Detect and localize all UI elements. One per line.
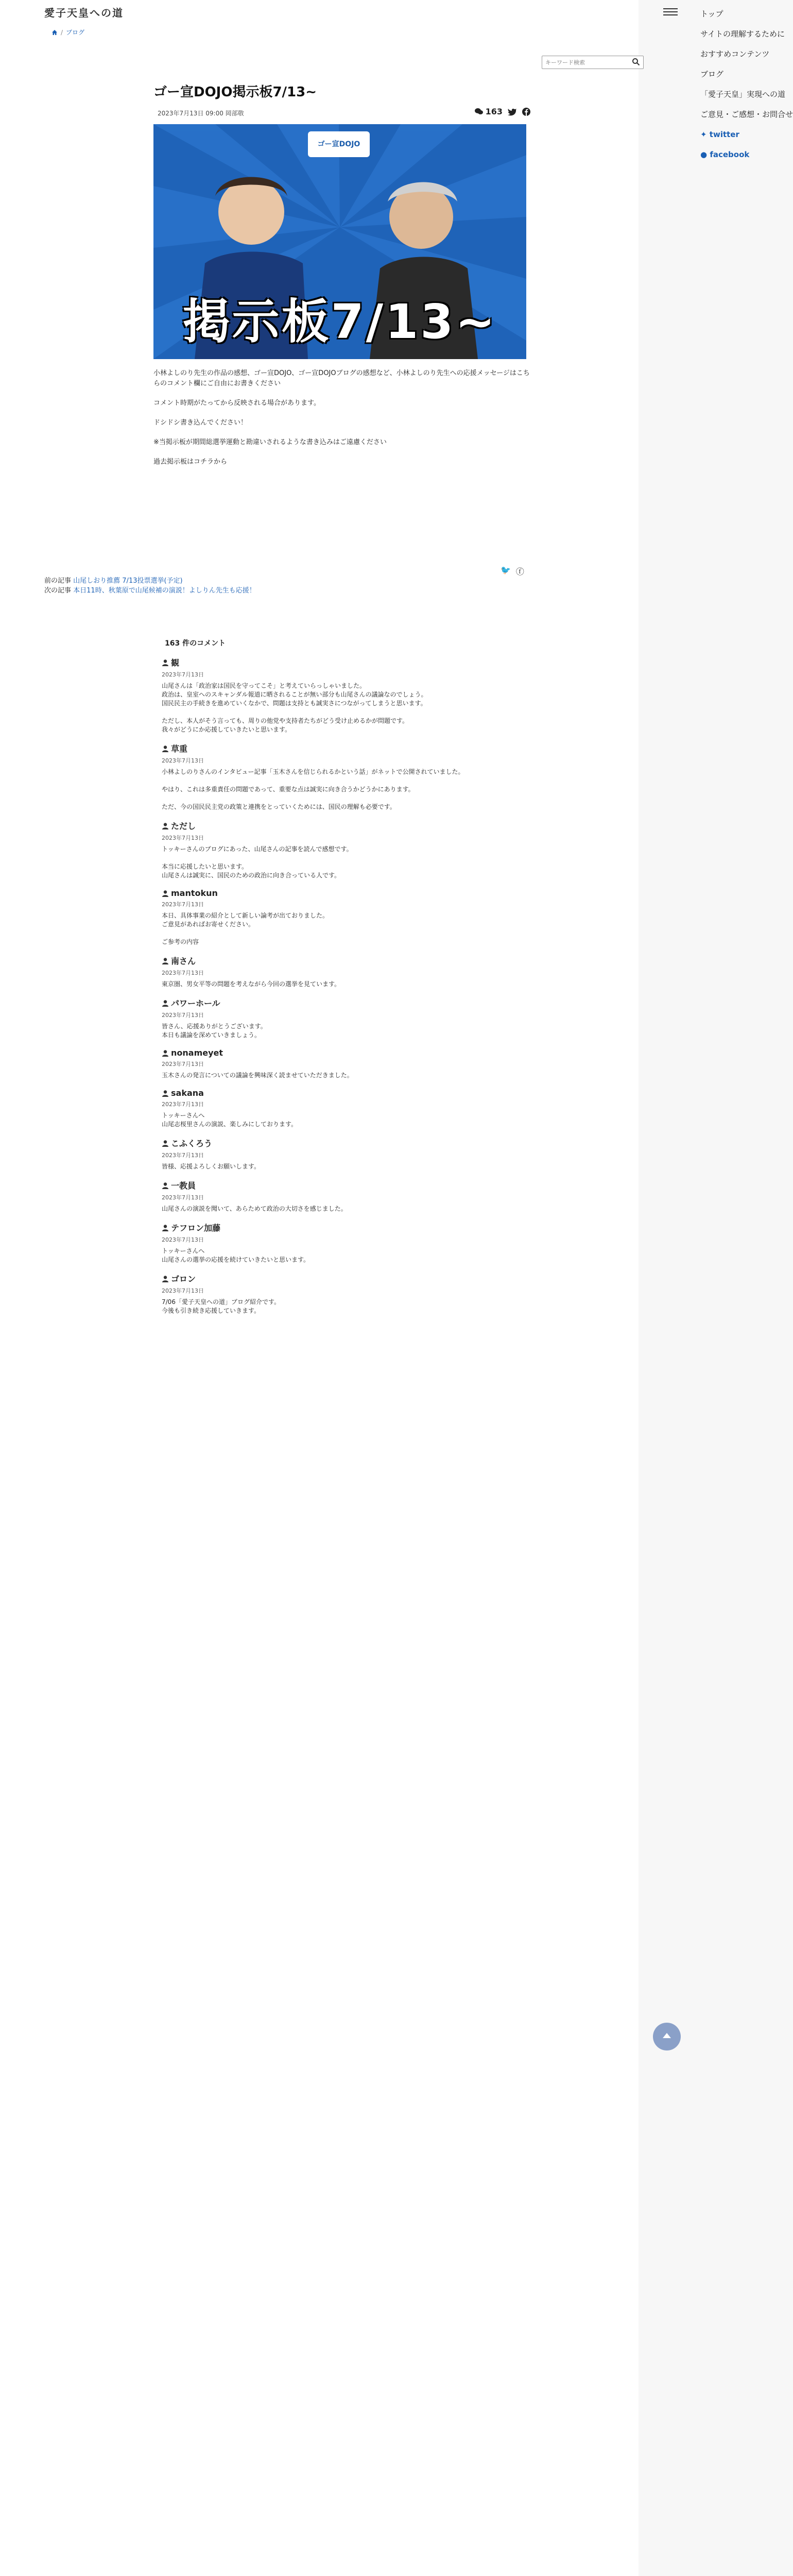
- nav-item-contact[interactable]: ご意見・ご感想・お問合せ: [700, 110, 793, 119]
- hero-logo-badge: ゴー宣DOJO: [308, 131, 370, 157]
- user-icon: [162, 1090, 169, 1097]
- comment-text: 皆さん、応援ありがとうございます。 本日も議論を深めていきましょう。: [162, 1023, 267, 1039]
- comment-item: [162, 1137, 528, 1171]
- nav-twitter-link[interactable]: ✦ twitter: [700, 130, 739, 139]
- comment-icon: [474, 108, 484, 116]
- comment-text: 山尾さんは「政治家は国民を守ってこそ」と考えていらっしゃいました。 政治は、皇室へのスキャンダル報道に晒されることが無い部分も山尾さんの議論なのでしょう。 国民民主の手続きを進めていくなかで、問題は支持とも誠実さにつながってしまうと思います。 ただし、本人がそう言っても、周りの他党や支持者たちがどう受け止めるかが問題です。 我々がどうにか応援していきたいと思います。: [162, 682, 427, 733]
- arrow-up-icon: [661, 2031, 673, 2042]
- nav-item-blog[interactable]: ブログ: [700, 70, 724, 79]
- body-paragraph: ドシドシ書き込んでください！: [153, 419, 248, 427]
- user-icon: [162, 1140, 169, 1147]
- post-author: 岡部敬: [225, 110, 244, 117]
- user-icon: [162, 999, 169, 1007]
- search-box: [542, 56, 644, 69]
- comment-author: [162, 1222, 528, 1233]
- comment-item: [162, 656, 528, 734]
- comment-author-name: sakana: [171, 1088, 204, 1098]
- comment-author: [162, 742, 528, 754]
- comment-item: [162, 1179, 528, 1213]
- nav-item-about[interactable]: サイトの理解するために: [700, 29, 785, 39]
- comment-author-name: mantokun: [171, 888, 218, 898]
- user-icon: [162, 1275, 169, 1282]
- nav-item-aiko-road[interactable]: 「愛子天皇」実現への道: [700, 90, 786, 99]
- hero-image: [153, 124, 526, 359]
- post-navigation: [44, 576, 256, 596]
- article-body: [153, 368, 532, 467]
- next-label: 次の記事: [44, 587, 72, 595]
- comment-author-name: 観: [171, 658, 180, 668]
- hero-caption: 掲示板7/13~: [182, 294, 497, 349]
- nav-facebook-link[interactable]: ● facebook: [700, 150, 750, 159]
- comment-author: [162, 997, 528, 1009]
- comments-heading: 163 件のコメント: [165, 639, 226, 648]
- facebook-share-icon[interactable]: [522, 108, 530, 116]
- comment-author: [162, 888, 528, 898]
- body-paragraph-archive-link[interactable]: 過去掲示板はコチラから: [153, 458, 228, 466]
- share-bar: [474, 107, 530, 116]
- comment-author-name: 南さん: [171, 956, 196, 966]
- comment-item: [162, 742, 528, 811]
- comment-date: 2023年7月13日: [162, 1236, 204, 1243]
- article-title: ゴー宣DOJO掲示板7/13~: [153, 84, 317, 100]
- user-icon: [162, 957, 169, 964]
- comment-date: 2023年7月13日: [162, 970, 204, 976]
- comment-item: [162, 1222, 528, 1264]
- comment-item: [162, 955, 528, 989]
- user-icon: [162, 659, 169, 666]
- comment-text: 皆様、応援よろしくお願いします。: [162, 1163, 261, 1170]
- comment-item: [162, 1273, 528, 1315]
- prev-label: 前の記事: [44, 577, 72, 585]
- comment-date: 2023年7月13日: [162, 1194, 204, 1201]
- user-icon: [162, 745, 169, 752]
- comment-author: [162, 1088, 528, 1098]
- body-paragraph: ※当掲示板が期間総選挙運動と勘違いされるような書き込みはご遠慮ください: [153, 438, 387, 446]
- post-time: 09:00: [205, 110, 223, 117]
- comment-date: 2023年7月13日: [162, 1287, 204, 1294]
- article-meta: [158, 109, 244, 117]
- home-icon[interactable]: [51, 29, 58, 36]
- comment-text: 山尾さんの演説を聞いて、あらためて政治の大切さを感じました。: [162, 1205, 347, 1212]
- twitter-share-bottom-icon[interactable]: 🐦: [501, 565, 511, 575]
- comment-text: 東京圏、男女平等の問題を考えながら今回の選挙を見ています。: [162, 980, 341, 988]
- breadcrumb-separator: /: [61, 28, 63, 36]
- breadcrumb: [51, 28, 84, 37]
- comment-item: [162, 1088, 528, 1129]
- comment-text: トッキーさんのブログにあった、山尾さんの記事を読んで感想です。 本当に応援したいと思います。 山尾さんは誠実に、国民のための政治に向き合っている人です。: [162, 845, 353, 879]
- post-date: 2023年7月13日: [158, 110, 204, 117]
- twitter-icon: ✦: [700, 130, 710, 139]
- comment-item: [162, 820, 528, 880]
- nav-item-top[interactable]: トップ: [700, 9, 723, 19]
- comments-section: [162, 638, 528, 1315]
- comment-item: [162, 1048, 528, 1080]
- comment-author-name: nonameyet: [171, 1048, 223, 1058]
- article: [153, 81, 532, 477]
- comment-author: [162, 656, 528, 668]
- comment-text: トッキーさんへ 山尾志桜里さんの演説、楽しみにしております。: [162, 1112, 298, 1128]
- body-paragraph: コメント時期がたってから反映される場合があります。: [153, 399, 320, 407]
- comment-text: 本日、具体事業の紹介として新しい論考が出ておりました。 ご意見があればお寄せください。 ご参考の内容: [162, 912, 329, 945]
- comment-author: [162, 1137, 528, 1149]
- menu-icon[interactable]: [663, 6, 678, 18]
- body-paragraph: 小林よしのり先生の作品の感想、ゴー宣DOJO、ゴー宣DOJOブログの感想など、小林よしのり先生への応援メッセージはこちらのコメント欄にご自由にお書きください: [153, 369, 530, 387]
- search-input[interactable]: [542, 59, 629, 66]
- twitter-share-icon[interactable]: [508, 108, 517, 116]
- facebook-share-bottom-icon[interactable]: ⓕ: [515, 567, 524, 577]
- comment-text: 7/06「愛子天皇への道」ブログ紹介です。 今後も引き続き応援していきます。: [162, 1298, 280, 1314]
- comment-author-name: ゴロン: [171, 1274, 196, 1284]
- comment-date: 2023年7月13日: [162, 1101, 204, 1108]
- scroll-to-top-button[interactable]: [653, 2023, 681, 2050]
- comment-text: 小林よしのりさんのインタビュー記事「玉木さんを信じられるかという話」がネットで公開されていました。 やはり、これは多重責任の問題であって、重要な点は誠実に向き合うかどうかにあります。 ただ、今の国民民主党の政策と連携をとっていくためには、国民の理解も必要です。: [162, 768, 464, 810]
- comment-date: 2023年7月13日: [162, 757, 204, 764]
- site-logo[interactable]: 愛子天皇への道: [44, 6, 124, 19]
- comment-date: 2023年7月13日: [162, 835, 204, 841]
- comment-date: 2023年7月13日: [162, 1152, 204, 1159]
- comment-text: 玉木さんの発言についての議論を興味深く読ませていただきました。: [162, 1072, 353, 1079]
- user-icon: [162, 1049, 169, 1057]
- next-post-link[interactable]: 本日11時、秋葉原で山尾候補の演説！よしりん先生も応援！: [73, 587, 256, 595]
- user-icon: [162, 1182, 169, 1189]
- comment-date: 2023年7月13日: [162, 671, 204, 678]
- comment-date: 2023年7月13日: [162, 901, 204, 908]
- comment-date: 2023年7月13日: [162, 1012, 204, 1019]
- comment-item: [162, 888, 528, 946]
- search-icon[interactable]: [632, 58, 640, 66]
- user-icon: [162, 1224, 169, 1231]
- comment-author-name: 一教員: [171, 1181, 196, 1191]
- comment-author-name: 草重: [171, 744, 188, 754]
- comment-count-badge[interactable]: 163: [474, 107, 503, 116]
- user-icon: [162, 890, 169, 897]
- comment-author: [162, 1179, 528, 1191]
- comment-author-name: パワーホール: [171, 998, 220, 1008]
- comment-item: [162, 997, 528, 1040]
- comment-text: トッキーさんへ 山尾さんの選挙の応援を続けていきたいと思います。: [162, 1247, 310, 1263]
- prev-post-link[interactable]: 山尾しおり推薦 7/13投票選挙(予定): [73, 577, 183, 585]
- comment-author-name: こふくろう: [171, 1139, 213, 1148]
- bottom-share-bar: [501, 565, 524, 577]
- user-icon: [162, 822, 169, 829]
- comment-author: [162, 1273, 528, 1284]
- comment-date: 2023年7月13日: [162, 1061, 204, 1067]
- facebook-icon: ●: [700, 150, 710, 159]
- breadcrumb-blog[interactable]: ブログ: [66, 29, 85, 36]
- comment-author: [162, 820, 528, 832]
- nav-item-recommended[interactable]: おすすめコンテンツ: [700, 49, 770, 59]
- comment-author-name: テフロン加藤: [171, 1223, 221, 1233]
- side-navigation: [700, 4, 793, 165]
- comment-author: [162, 1048, 528, 1058]
- comment-author: [162, 955, 528, 967]
- comment-author-name: ただし: [171, 821, 196, 831]
